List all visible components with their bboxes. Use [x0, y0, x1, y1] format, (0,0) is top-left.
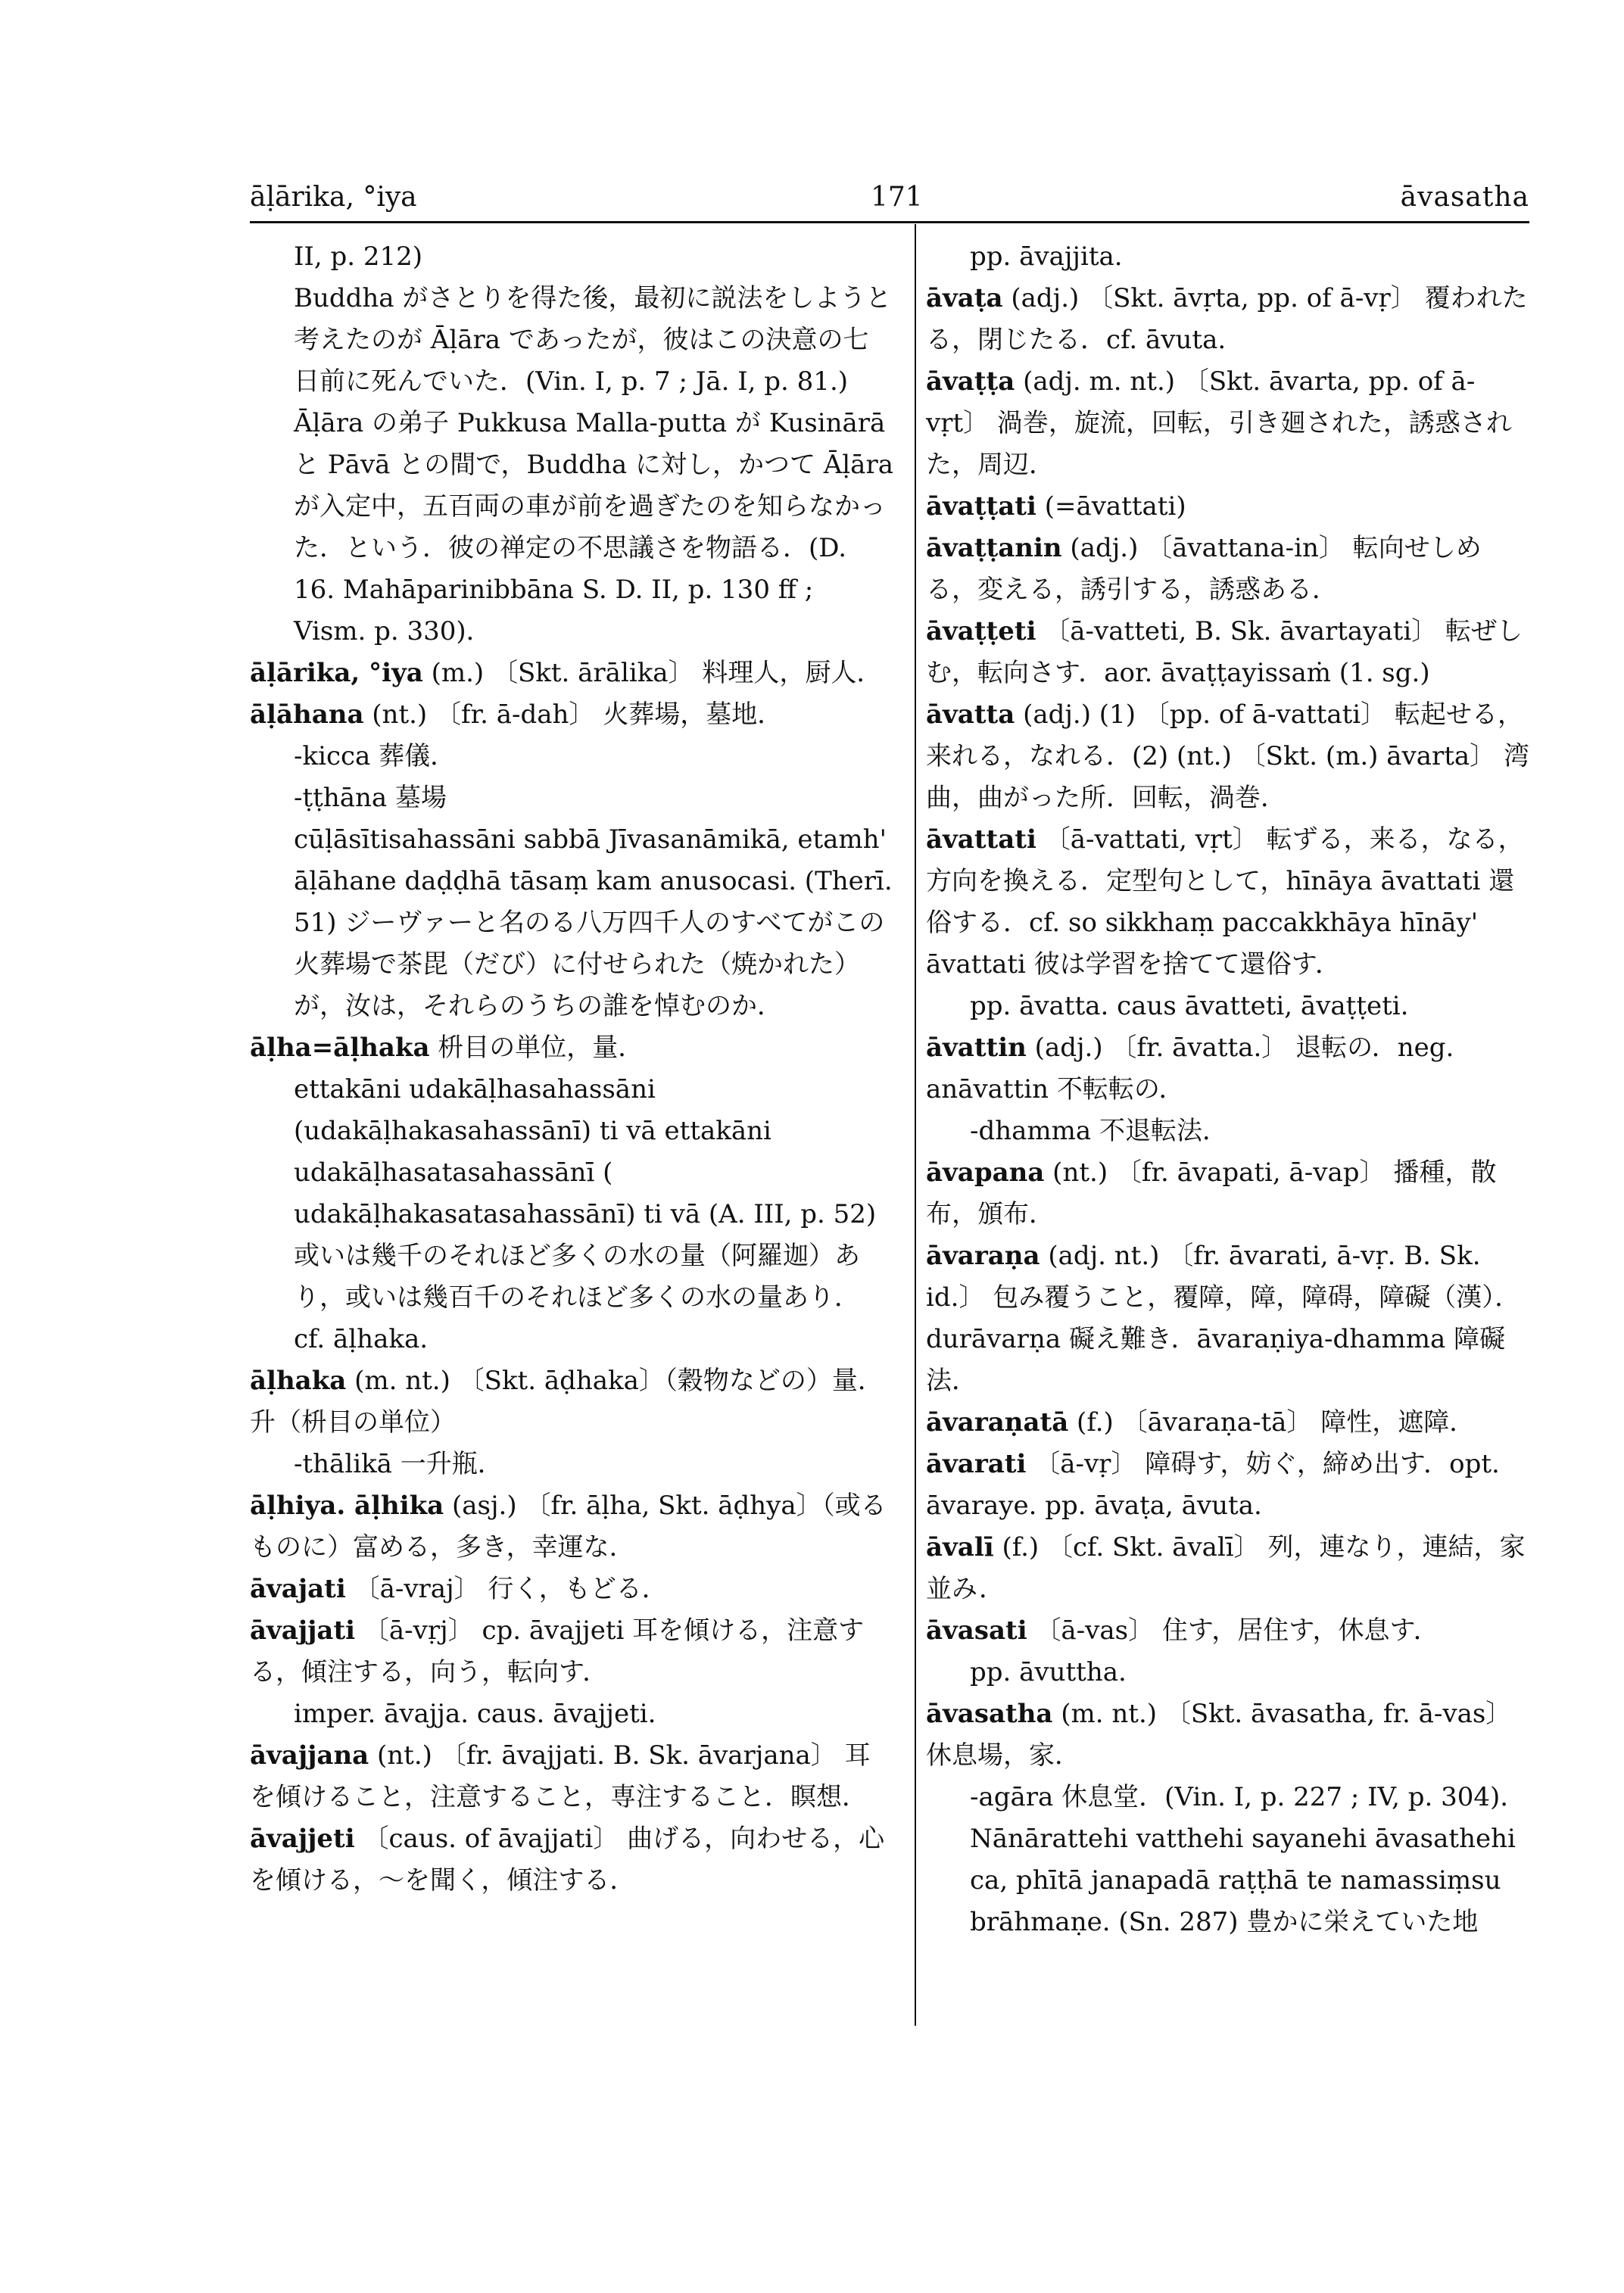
dictionary-entry — [250, 1818, 893, 1902]
headword: āvaṭṭati — [926, 491, 1036, 522]
entry-text: (f.) 〔āvaraṇa-tā〕 障性，遮障． — [1068, 1407, 1476, 1438]
headword: āvajati — [250, 1574, 346, 1604]
entry-continuation — [250, 1069, 893, 1319]
entry-text: 〔caus. of āvajjati〕 曲げる，向わせる，心を傾ける，～を聞く，傾注する． — [250, 1824, 885, 1896]
entry-text: ettakāni udakāḷhasahassāni (udakāḷhakasahassānī) ti vā ettakāni udakāḷhasatasahassānī ( udakāḷhakasatasahassānī) ti vā (A. III, p. 52) 或いは幾千のそれほど多くの水の量（阿羅迦）あり，或いは幾百千のそれほど多くの水の量あり． — [294, 1074, 877, 1313]
entry-text: -kicca 葬儀． — [294, 741, 457, 771]
dictionary-entry — [250, 1610, 893, 1693]
dictionary-entry — [926, 1152, 1532, 1235]
entry-text: (adj.) 〔āvattana-in〕 転向せしめる，変える，誘引する，誘惑ある． — [926, 533, 1482, 605]
headword: āvaṭṭeti — [926, 616, 1036, 646]
headword: āvapana — [926, 1157, 1045, 1188]
entry-text: cūḷāsītisahassāni sabbā Jīvasanāmikā, etamh' āḷāhane daḍḍhā tāsaṃ kam anusocasi. (Therī. 51) ジーヴァーと名のる八万四千人のすべてがこの火葬場で茶毘（だび）に付せられた（焼かれた）が，汝は，それらのうちの誰を悼むのか． — [294, 824, 893, 1021]
dictionary-entry — [250, 653, 893, 694]
header-rule — [250, 221, 1529, 223]
entry-text: (adj.) (1) 〔pp. of ā-vattati〕 転起せる，来れる，なれる．(2) (nt.) 〔Skt. (m.) āvarta〕 湾曲，曲がった所．回転，渦巻． — [926, 699, 1529, 813]
dictionary-entry — [926, 1444, 1532, 1527]
entry-continuation — [250, 278, 893, 403]
entry-text: 〔ā-vraj〕 行く，もどる． — [345, 1574, 668, 1604]
headword: āvaṭṭanin — [926, 533, 1062, 563]
entry-continuation — [250, 777, 893, 819]
entry-text: cf. āḷhaka. — [294, 1324, 429, 1354]
right-column — [926, 236, 1532, 1943]
dictionary-entry — [926, 528, 1532, 611]
entry-continuation — [926, 1818, 1532, 1943]
entry-text: 〔ā-vas〕 住す，居住す，休息す． — [1027, 1615, 1439, 1646]
entry-text: Nānārattehi vatthehi sayanehi āvasathehi ca, phītā janapadā raṭṭhā te namassiṃsu brāhmaṇe. (Sn. 287) 豊かに栄えていた地 — [970, 1824, 1516, 1937]
entry-text: (m. nt.) 〔Skt. āḍhaka〕（穀物などの）量．升（枡目の単位） — [250, 1366, 884, 1438]
dictionary-entry — [250, 694, 893, 736]
entry-text: -thālikā 一升瓶． — [294, 1449, 503, 1479]
headword: āvaṭṭa — [926, 366, 1015, 397]
entry-continuation — [250, 1319, 893, 1360]
entry-text: Āḷāra の弟子 Pukkusa Malla-putta が Kusinārā と Pāvā との間で，Buddha に対し，かつて Āḷāra が入定中，五百両の車が前を過ぎたのを知らなかった．という．彼の禅定の不思議さを物語る．(D. 16. Mahāparinibbāna S. D. II, p. 130 ff ; Vism. p. 330)． — [294, 408, 893, 646]
entry-text: -dhamma 不退転法． — [970, 1116, 1228, 1146]
dictionary-entry — [250, 1360, 893, 1444]
entry-text: 〔ā-vṛ〕 障碍す，妨ぐ，締め出す．opt. āvaraye. pp. āvaṭa, āvuta. — [926, 1449, 1500, 1521]
dictionary-entry — [250, 1027, 893, 1069]
dictionary-entry — [926, 1027, 1532, 1111]
entry-text: pp. āvuttha. — [970, 1657, 1127, 1687]
dictionary-entry — [250, 1735, 893, 1818]
entry-continuation — [926, 986, 1532, 1027]
column-divider — [915, 224, 916, 2026]
headword: āvaraṇatā — [926, 1407, 1069, 1438]
dictionary-entry — [926, 486, 1532, 528]
entry-continuation — [250, 819, 893, 1027]
page-header — [250, 182, 1529, 220]
entry-text: (adj. m. nt.) 〔Skt. āvarta, pp. of ā-vṛt〕 渦巻，旋流，回転，引き廻された，誘惑された，周辺． — [926, 366, 1512, 480]
page-number: 171 — [871, 182, 923, 213]
entry-text: Buddha がさとりを得た後，最初に説法をしようと考えたのが Āḷāra であったが，彼はこの決意の七日前に死んでいた．(Vin. I, p. 7 ; Jā. I, p. 81.) — [294, 283, 892, 397]
entry-text: (adj.) 〔Skt. āvṛta, pp. of ā-vṛ〕 覆われたる，閉じたる．cf. āvuta. — [926, 283, 1528, 355]
headword: āvaṭa — [926, 283, 1003, 313]
headword: āvalī — [926, 1532, 994, 1562]
entry-text: (=āvattati) — [1036, 491, 1186, 522]
dictionary-entry — [926, 278, 1532, 361]
entry-continuation — [926, 236, 1532, 278]
headword: āḷārika, °iya — [250, 658, 423, 688]
headword: āḷha=āḷhaka — [250, 1033, 430, 1063]
dictionary-entry — [926, 694, 1532, 819]
dictionary-entry — [926, 819, 1532, 986]
headword: āvajjana — [250, 1740, 369, 1771]
headword: āḷhaka — [250, 1366, 347, 1396]
entry-text: (adj.) 〔fr. āvatta.〕 退転の．neg. anāvattin 不転転の． — [926, 1033, 1454, 1104]
headword: āvattin — [926, 1033, 1027, 1063]
entry-text: (m.) 〔Skt. ārālika〕 料理人，厨人． — [422, 658, 883, 688]
entry-text: (f.) 〔cf. Skt. āvalī〕 列，連なり，連結，家並み． — [926, 1532, 1526, 1604]
dictionary-entry — [926, 1527, 1532, 1610]
entry-text: (m. nt.) 〔Skt. āvasatha, fr. ā-vas〕 休息場，家． — [926, 1699, 1512, 1771]
headword: āvajjati — [250, 1615, 356, 1646]
entry-text: 〔ā-vṛj〕 cp. āvajjeti 耳を傾ける，注意する，傾注する，向う，転向す． — [250, 1615, 865, 1687]
entry-continuation — [926, 1652, 1532, 1693]
headword: āvarati — [926, 1449, 1027, 1479]
entry-text: (nt.) 〔fr. āvajjati. B. Sk. āvarjana〕 耳を傾けること，注意すること，専注すること．瞑想． — [250, 1740, 871, 1812]
entry-text: 〔ā-vatteti, B. Sk. āvartayati〕 転ぜしむ，転向さす．aor. āvaṭṭayissaṁ (1. sg.) — [926, 616, 1523, 688]
entry-text: pp. āvatta. caus āvatteti, āvaṭṭeti. — [970, 991, 1409, 1021]
entry-continuation — [250, 1444, 893, 1485]
headword: āvattati — [926, 824, 1036, 855]
headword: āḷāhana — [250, 699, 364, 730]
dictionary-entry — [926, 1235, 1532, 1402]
dictionary-entry — [250, 1569, 893, 1610]
headword: āvasatha — [926, 1699, 1053, 1729]
entry-continuation — [250, 403, 893, 653]
dictionary-entry — [926, 1402, 1532, 1444]
running-head-left: āḷārika, °iya — [250, 182, 417, 213]
headword: āvajjeti — [250, 1824, 355, 1854]
dictionary-entry — [926, 361, 1532, 486]
entry-text: 枡目の単位，量． — [429, 1033, 644, 1063]
headword: āvasati — [926, 1615, 1027, 1646]
left-column — [250, 236, 893, 1902]
entry-continuation — [926, 1111, 1532, 1152]
dictionary-entry — [926, 611, 1532, 694]
entry-text: (asj.) 〔fr. āḷha, Skt. āḍhya〕（或るものに）富める，多き，幸運な． — [250, 1491, 887, 1562]
entry-text: (nt.) 〔fr. ā-dah〕 火葬場，墓地． — [363, 699, 784, 730]
running-head-right: āvasatha — [1400, 182, 1529, 213]
headword: āvatta — [926, 699, 1015, 730]
entry-continuation — [926, 1777, 1532, 1818]
entry-text: imper. āvajja. caus. āvajjeti. — [294, 1699, 656, 1729]
entry-text: (adj. nt.) 〔fr. āvarati, ā-vṛ. B. Sk. id.〕 包み覆うこと，覆障，障，障碍，障礙（漢）．durāvarṇa 礙え難き．āvaraṇiya-dhamma 障礙法． — [926, 1241, 1521, 1396]
entry-continuation — [250, 1693, 893, 1735]
entry-continuation — [250, 236, 893, 278]
dictionary-entry — [926, 1610, 1532, 1652]
headword: āḷhiya. āḷhika — [250, 1491, 444, 1521]
entry-text: 〔ā-vattati, vṛt〕 転ずる，来る，なる，方向を換える．定型句として，hīnāya āvattati 還俗する．cf. so sikkhaṃ paccakkhāya hīnāy' āvattati 彼は学習を捨てて還俗す． — [926, 824, 1524, 980]
headword: āvaraṇa — [926, 1241, 1040, 1271]
entry-text: (nt.) 〔fr. āvapati, ā-vap〕 播種，散布，頒布． — [926, 1157, 1497, 1229]
entry-text: -agāra 休息堂．(Vin. I, p. 227 ; IV, p. 304)． — [970, 1782, 1526, 1812]
entry-text: pp. āvajjita. — [970, 241, 1123, 272]
dictionary-entry — [926, 1693, 1532, 1777]
entry-text: -ṭṭhāna 墓場 — [294, 783, 447, 813]
dictionary-entry — [250, 1485, 893, 1569]
entry-continuation — [250, 736, 893, 777]
entry-text: II, p. 212) — [294, 241, 423, 272]
